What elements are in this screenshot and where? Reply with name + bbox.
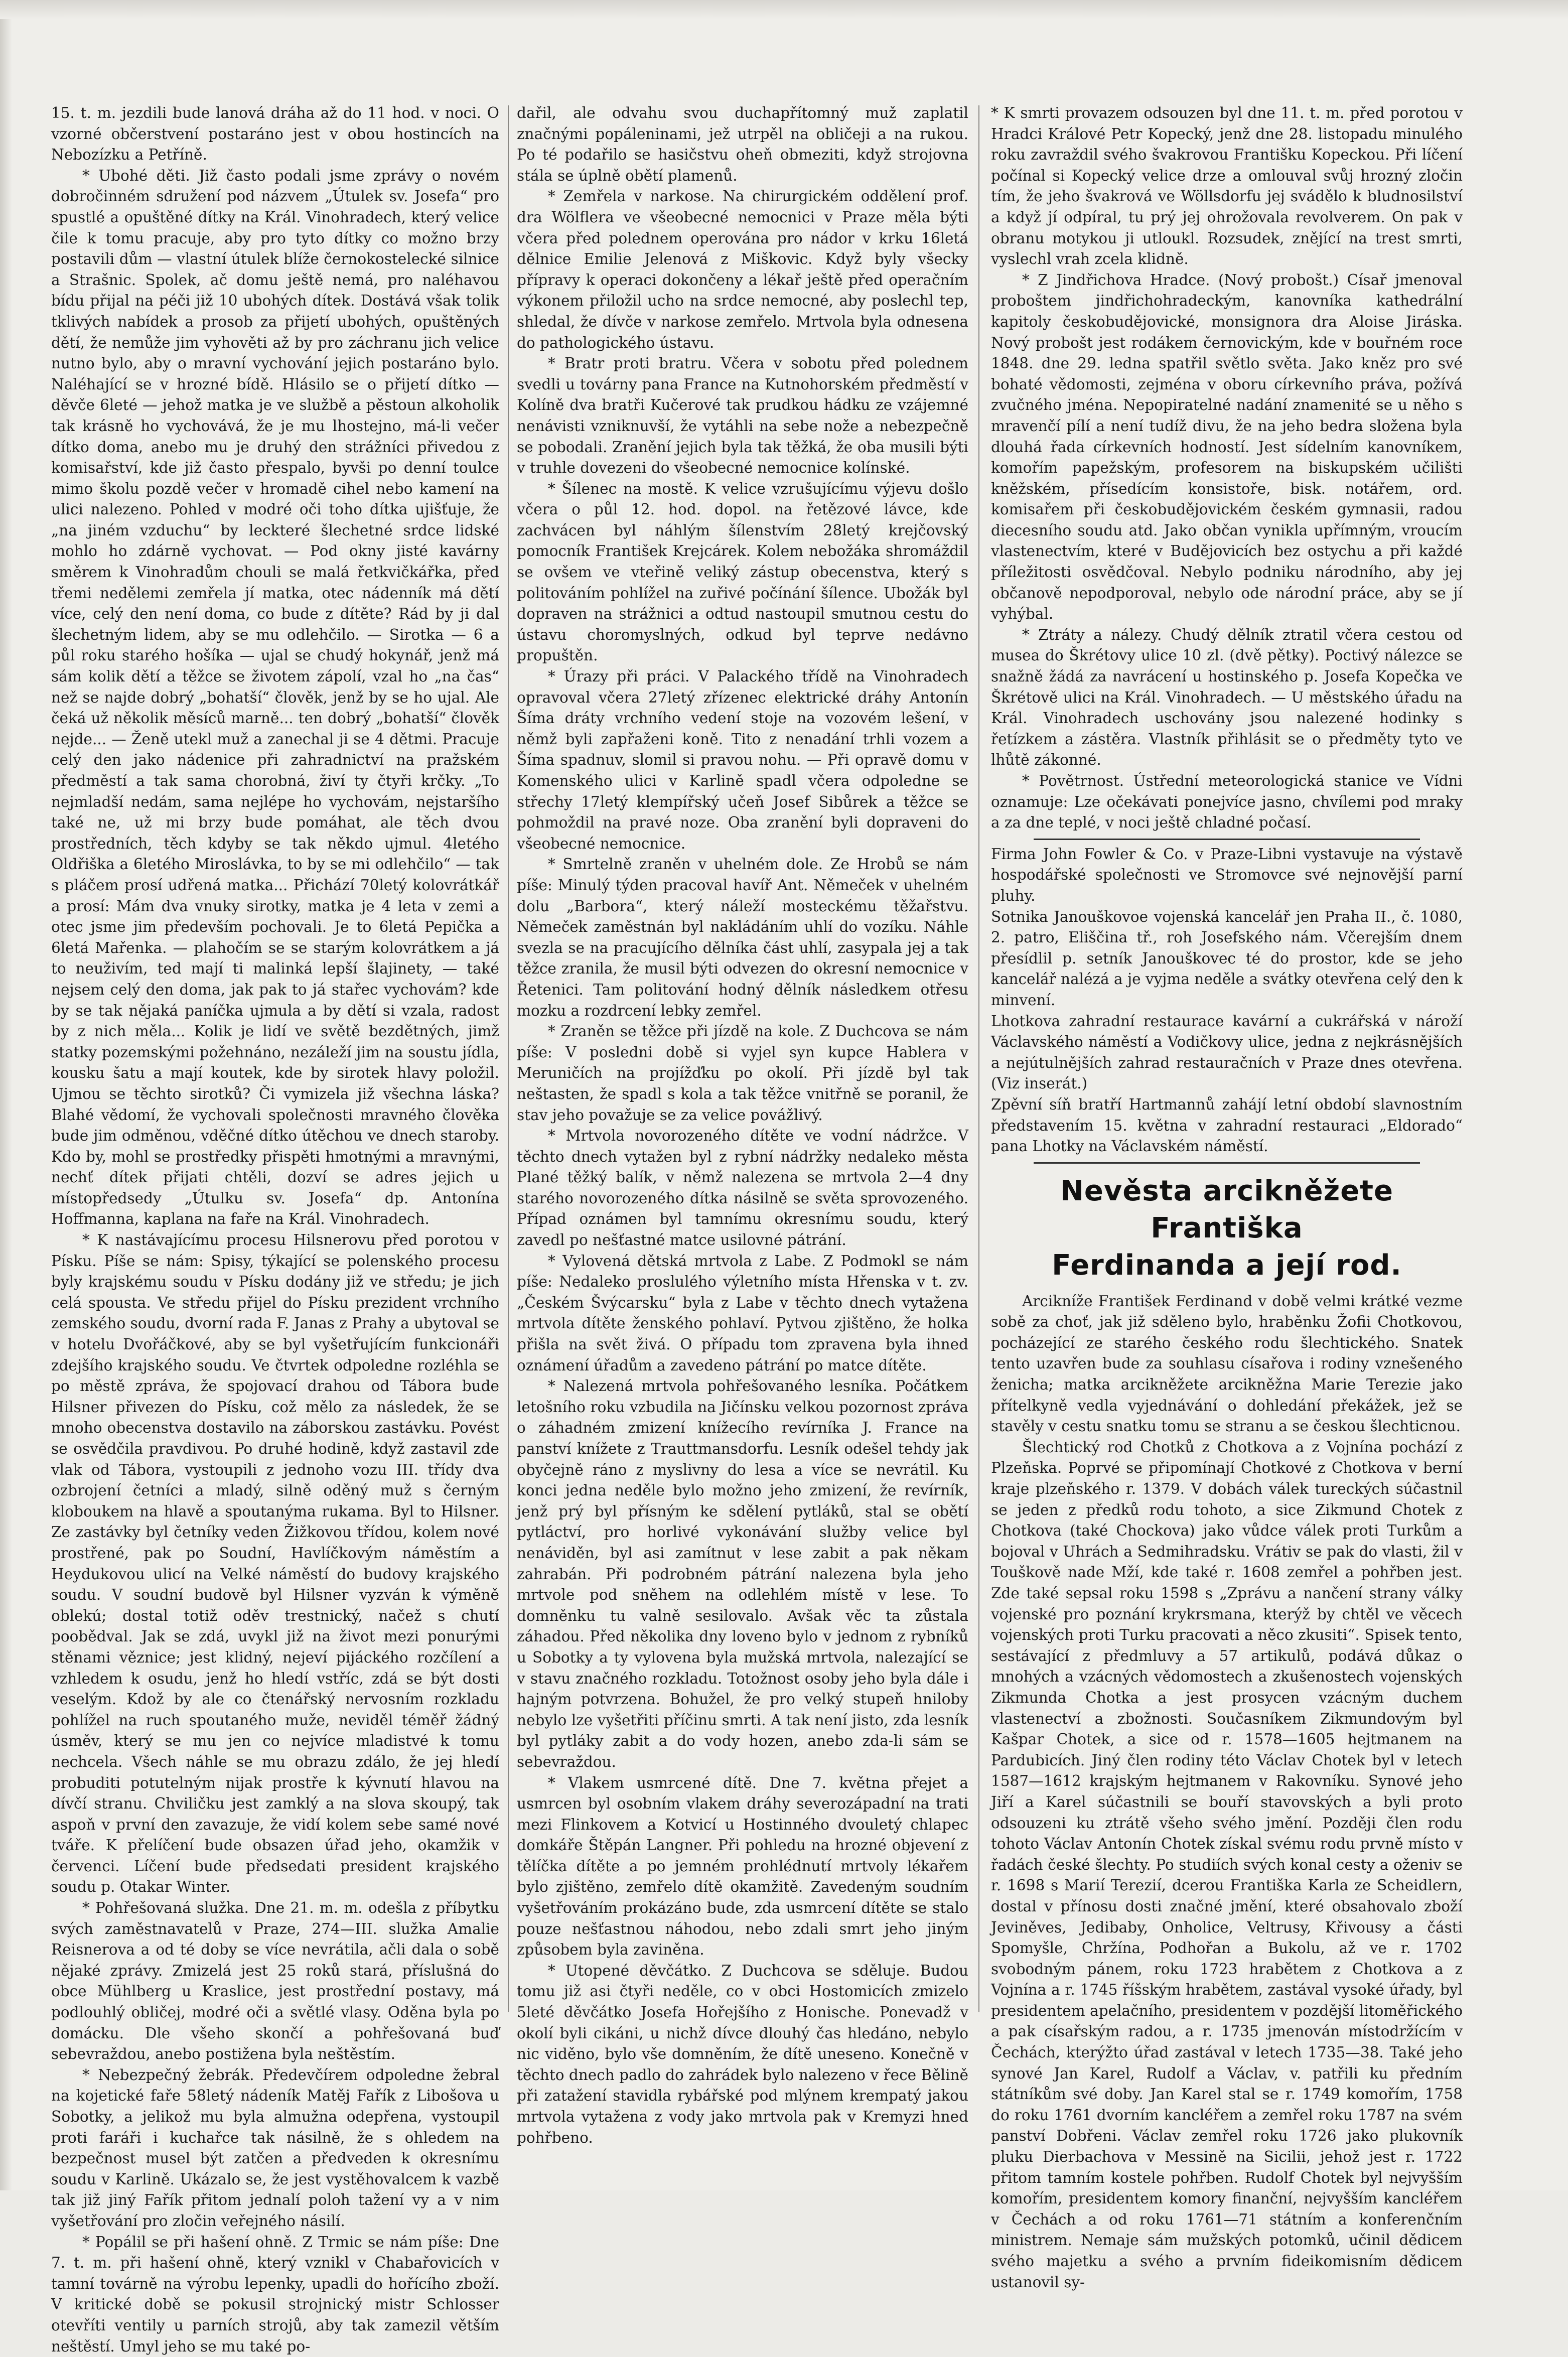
- article-k-smrti-provazem: * K smrti provazem odsouzen byl dne 11. t. m. před porotou v Hradci Králové Petr Kopecký, jenž dne 28. listopadu minulého roku zavraždil svého švakrovou Františku Kopeckou. Při líčení počínal si Kopecký velice drze a omlouval svůj hrozný zločin tím, že jeho švakrová ve Wöllsdorfu jej svádělo k bludnosilství a když jí odpíral, tu prý jej ohrožovala revolverem. On pak v obranu motykou ji utloukl. Rozsudek, znějící na trest smrti, vyslechl vrah zcela klidně.: [991, 104, 1463, 268]
- article-bratr-proti-bratru: * Bratr proti bratru. Včera v sobotu před polednem svedli u továrny pana France na Kutnohorském předměstí v Kolíně dva bratři Kučerové tak prudkou hádku ze vzájemné nenávisti vzniknuvší, že vytáhli na sebe nože a nebezpečně se pobodali. Zranění jejich byla tak těžká, že oba musili býti v truhle dovezeni do všeobecné nemocnice kolínské.: [517, 355, 968, 477]
- article-ztraty-a-nalezy: * Ztráty a nálezy. Chudý dělník ztratil včera cestou od musea do Škrétovy ulice 10 zl. (dvě pětky). Poctivý nálezce se snažně žádá za navrácení u hostinského p. Josefa Kopečka ve Škrétově ulici na Král. Vinohradech. — U městského úřadu na Král. Vinohradech uschovány jsou nalezené hodinky s řetízkem a zástěra. Vlastník přihlásit se o předměty tyto ve lhůtě zákonné.: [991, 626, 1463, 769]
- article-zranen-na-kole: * Zraněn se těžce při jízdě na kole. Z Duchcova se nám píše: V posledni době si vyjel syn kupce Hablera v Meruničích na projížďku po okolí. Při jízdě byl tak neštasten, že spadl s kola a tak těžce vnitřně se poranil, že stav jeho považuje se za velice povážlivý.: [517, 1023, 968, 1124]
- article-ubohe-deti: * Ubohé děti. Již často podali jsme zprávy o novém dobročinném sdružení pod názvem „Útulek sv. Josefa“ pro spustlé a opuštěné dítky na Král. Vinohradech, který velice čile k tomu pracuje, aby pro tyto dítky co možno brzy postavili dům — vlastní útulek blíže černokostelecké silnice a Strašnic. Spolek, ač domu ještě nemá, pro naléhavou bídu přijal na péči již 10 ubohých dítek. Dostává však tolik tklivých nabídek a prosob za přijetí ubohých, opuštěných dětí, že nemůže jim vyhověti až by pro záchranu jich velice nutno bylo, aby o mravní vychování jejich postaráno bylo. Naléhající se v hrozné bídě. Hlásilo se o přijetí dítko — děvče 6leté — jehož matka je ve službě a pěstoun alkoholik tak krásně ho vychovává, že je mu lhostejno, má-li večer dítko doma, anebo mu je druhý den strážníci přivedou z komisařství, kde již často přespalo, byvši po denní toulce mimo školu pozdě večer v hromadě cihel nebo kamení na ulici nalezeno. Pohled v modré oči toho dítka ujišťuje, že „na jiném vzduchu“ by leckteré šlechetné srdce lidské mohlo ho zdárně vychovat. — Pod okny jisté kavárny směrem k Vinohradům chouli se malá řetkvičkářka, před třemi nedělemi zemřela jí matka, otec nádenník má dětí více, celý den není doma, co bude z dítěte? Rád by ji dal šlechetným lidem, aby se mu odlehčilo. — Sirotka — 6 a půl roku starého hošíka — ujal se chudý hokynář, jenž má sám kolik dětí a těžce se životem zápolí, vzal ho „na čas“ než se najde dobrý „bohatší“ člověk, jenž by se ho ujal. Ale čeká už několik měsíců marně... ten dobrý „bohatší“ člověk nejde... — Ženě utekl muž a zanechal ji se 4 dětmi. Pracuje celý den jako nádenice při zahradnictví na pražském předměstí a tak sama chorobná, živí ty čtyři krčky. „To nejmladší nedám, sama nejlépe ho vychovám, nejstaršího také ne, už mi brzy bude pomáhat, ale těch dvou prostředních, těch kdyby se tak někdo ujmul. 4letého Oldřiška a 6letého Miroslávka, to by se mi odlehčilo“ — tak s pláčem prosí udřená matka... Přichází 70letý kolovrátkář a prosí: Mám dva vnuky sirotky, matka je 4 leta v zemi a otec jsme jim především pochovali. Je to 6letá Pepička a 6letá Mařenka. — plahočím se se starým kolovrátkem a já to neuživím, ted mají ti malinká lepší šlajinety, — také nejsem celý den doma, jak pak to já stařec vychovám? kde by se tak nějaká paníčka ujmula a by dětí si vzala, radost by z nich měla... Kolik je lidí ve světě bezdětných, jimž statky pozemskými požehnáno, nezáleží jim na soustu jídla, kousku šatu a mají koutek, kde by sirotek hlavy položil. Ujmou se těchto sirotků? Či vymizela již všechna láska? Blahé vědomí, že vychovali společnosti mravného člověka bude jim odměnou, vděčné dítko útěchou ve dnech staroby. Kdo by, mohl se prostředky přispěti hmotnými a mravnými, nechť dítek přijati chtěli, dozví se adres jejich u místopředsedy „Útulku sv. Josefa“ dp. Antonína Hoffmanna, kaplana na faře na Král. Vinohradech.: [51, 167, 499, 1228]
- article-mrtvola-novorozeneho: * Mrtvola novorozeného dítěte ve vodní nádržce. V těchto dnech vytažen byl z rybní nádržky nedaleko města Plané těžký balík, v němž nalezena se mrtvola 2—4 dny starého novorozeného dítka násilně se světa sprovozeného. Případ oznámen byl tamnímu okresnímu soudu, který zavedl po nešťastné matce usilovné pátrání.: [517, 1127, 968, 1249]
- article-silenec-na-moste: * Šílenec na mostě. K velice vzrušujícímu výjevu došlo včera o půl 12. hod. dopol. na řetězové lávce, kde zachvácen byl náhlým šílenstvím 28letý krejčovský pomocník František Krejcárek. Kolem nebožáka shromáždil se ovšem ve vteřině veliký zástup obecenstva, který s politováním pohlížel na zuřivé počínání šílence. Ubožák byl dopraven na strážnici a odtud nastoupil smutnou cestu do ústavu choromyslných, odkud byl teprve nedávno propuštěn.: [517, 480, 968, 664]
- article-popalil-se: * Popálil se při hašení ohně. Z Trmic se nám píše: Dne 7. t. m. při hašení ohně, který vznikl v Chabařovicích v tamní továrně na výrobu lepenky, upadli do hořícího zboží. V kritické době se pokusil strojnický mistr Schlosser otevříti ventily u parních strojů, aby tak zamezil větším neštěstí. Umyl jeho se mu také po-: [51, 2233, 499, 2355]
- column-right: [991, 103, 1463, 2291]
- notice-janouskovec: Sotnika Janouškovoe vojenská kancelář jen Praha II., č. 1080, 2. patro, Eliščina tř., roh Josefského nám. Včerejším dnem přesídlil p. setník Janouškovec té do prostor, kde se jeho kancelář nalézá a je vyjma neděle a svátky otevřena celý den k minvení.: [991, 908, 1463, 1009]
- article-povetrnost: * Povětrnost. Ústřední meteorologická stanice ve Vídni oznamuje: Lze očekávati ponejvíce jasno, chvílemi pod mraky a za dne teplé, v noci ještě chladné počasí.: [991, 772, 1463, 831]
- article-vylovena-mrtvola: * Vylovená dětská mrtvola z Labe. Z Podmokl se nám píše: Nedaleko proslulého výletního místa Hřenska v t. zv. „Českém Švýcarsku“ byla z Labe v těchto dnech vytažena mrtvola dítěte ženského pohlaví. Pytvou zjištěno, že holka přišla na svět živá. O případu tom zpravena byla ihned oznámení úřadům a zavedeno pátrání po matce dítěte.: [517, 1252, 968, 1374]
- article-text: 15. t. m. jezdili bude lanová dráha až do 11 hod. v noci. O vzorné občerstvení postaráno jest v obou hostincích na Nebozízku a Petříně.: [51, 104, 499, 164]
- section-rule: [1034, 839, 1420, 840]
- article-smrtelne-zranen: * Smrtelně zraněn v uhelném dole. Ze Hrobů se nám píše: Minulý týden pracoval havíř Ant. Němeček v uhelném dolu „Barbora“, který náleží mosteckému těžařstvu. Němeček zaměstnán byl nakládáním uhlí do vozíku. Náhle svezla se na pracujícího dělníka část uhlí, zasypala jej a tak těžce zranila, že musil býti odvezen do okresní nemocnice v Řetenici. Tam politování hodný dělník následkem otřesu mozku a rozdrcení lebky zemřel.: [517, 856, 968, 1019]
- scan-edge: [0, 0, 12, 2190]
- notice-fowler: Firma John Fowler & Co. v Praze-Libni vystavuje na výstavě hospodářské společnosti ve Stromovce své nejnovější parní pluhy.: [991, 845, 1463, 904]
- headline-line: Ferdinanda a její rod.: [1052, 1249, 1402, 1282]
- article-nalezena-mrtvola-lesnika: * Nalezená mrtvola pohřešovaného lesníka. Počátkem letošního roku vzbudila na Jičínsku velkou pozornost zpráva o záhadném zmizení knížecího revírníka J. France na panství knížete z Trauttmansdorfu. Lesník odešel tehdy jak obyčejně ráno z myslivny do lesa a více se nevrátil. Ku konci jedna neděle bylo možno jeho zmizení, že revírník, jenž prý byl přísným ke sdělení pytláků, stal se obětí pytláctví, pro horlivé vykonávání služby velice byl nenáviděn, byl asi zamítnut v lese zabit a pak někam zahrabán. Při podrobném pátrání nalezena byla jeho mrtvole pod sněhem na odlehlém místě v lese. To domněnku tu valně sesilovalo. Avšak věc ta zůstala záhadou. Před několika dny loveno bylo v jednom z rybníků u Sobotky a ty vylovena byla mužská mrtvola, nalezající se v stavu značného rozkladu. Totožnost osoby jeho byla dále i hajným potvrzena. Bohužel, že pro velký stupeň hniloby nebylo lze vyšetřiti příčinu smrti. A tak není jisto, zda lesník byl pytláky zabit a do vody hozen, anebo zda-li sám se sebevraždou.: [517, 1377, 968, 1770]
- article-vlakem-usmrcene-dite: * Vlakem usmrcené dítě. Dne 7. května přejet a usmrcen byl osobním vlakem dráhy severozápadní na trati mezi Flinkovem a Kotvicí u Hostinného dvouletý chlapec domkáře Štěpán Langner. Při pohledu na hrozné objevení z tělíčka dítěte a po jemném prohlédnutí mrtvoly lékařem bylo zjištěno, zemřelo dítě okamžitě. Zavedeným soudním vyšetřováním prokázáno bude, zda usmrcení dítěte se stalo pouze nešťastnou náhodou, nebo zdali smrt jeho jiným způsobem byla zaviněna.: [517, 1774, 968, 1959]
- column-separator: [508, 105, 509, 2012]
- article-urazy-pri-praci: * Úrazy při práci. V Palackého třídě na Vinohradech opravoval včera 27letý zřízenec elektrické dráhy Antonín Šíma dráty vrchního vedení stoje na vozovém lešení, v němž byli zapřaženi koně. Tito z nenadání trhli vozem a Šíma spadnuv, slomil si pravou nohu. — Při opravě domu v Komenského ulici v Karlině spadl včera odpoledne se střechy 17letý klempířský učeň Josef Sibůrek a těžce se pohmoždil na pravé noze. Oba zranění byli dopraveni do všeobecné nemocnice.: [517, 668, 968, 852]
- notice-lhotkova-restaurace: Lhotkova zahradní restaurace kavární a cukrářská v nároží Václavského náměstí a Vodičkovy ulice, jedna z nejkrásnějších a nejútulnějších zahrad restauračních v Praze dnes otevřena. (Viz inserát.): [991, 1012, 1463, 1092]
- article-hilsner: * K nastávajícímu procesu Hilsnerovu před porotou v Písku. Píše se nám: Spisy, týkající se polenského procesu byly krajskému soudu v Písku dodány již ve středu; je jich celá spousta. Ve středu přijel do Písku prezident vrchního zemského soudu, dvorní rada F. Janas z Prahy a ubytoval se v hotelu Dvořáčkové, aby se byl vyšetřujícím funkcionáři zdejšího krajského soudu. Ve čtvrtek odpoledne rozléhla se po městě zpráva, že spojovací drahou od Tábora bude Hilsner přivezen do Písku, což mělo za následek, že se mnoho obecenstva dostavilo na záborskou zastávku. Povést se osvědčila pravdivou. Po druhé hodině, když zastavil zde vlak od Tábora, vystoupili z jednoho vozu III. třídy dva ozbrojení četníci a mladý, silně oděný muž s černým kloboukem na hlavě a spoutanýma rukama. Byl to Hilsner. Ze zastávky byl četníky veden Žižkovou třídou, kolem nové prostřené, pak po Soudní, Havlíčkovým náměstím a Heydukovou ulicí na Velké náměstí do budovy krajského soudu. V soudní budově byl Hilsner vyzván k výměně oblekú; dostal totiž oděv trestnický, načež s chutí poobědval. Jak se zdá, uvykl již na život mezi ponurými stěnami věznice; jest klidný, nejeví pijáckého rozčílení a vzhledem k osudu, jenž ho hledí vstříc, zdá se být dosti veselým. Kdož by ale co čtenářský nervosním rozkladu pohlížel na ruch spoutaného muže, neviděl téměř žádný úsměv, který se mu jen co nejvíce mladistvé k tomu nechcela. Všech náhle se mu obrazu zdálo, že jej hledí probuditi potutelným nijak prostře k kývnutí hlavou na dívčí stranu. Chviličku jest zamklý a na slova skoupý, tak aspoň v první den zavazuje, že vidí kolem sebe samé nové tváře. K přelíčení bude obsazen úřad jeho, okamžik v červenci. Líčení bude předsedati president krajského soudu p. Otakar Winter.: [51, 1231, 499, 1896]
- article-jindrichuv-hradec: * Z Jindřichova Hradce. (Nový probošt.) Císař jmenoval proboštem jindřichohradeckým, kanovníka kathedrální kapitoly českobudějovické, monsignora dra Aloise Jiráska. Nový probošt jest rodákem černovickým, kde v bouřném roce 1848. dne 29. ledna spatřil světlo světa. Jako kněz pro své bohaté vědomosti, zejména v oboru církevního práva, požívá zvučného jména. Nepopiratelné nadání znamenité se u něho s mravenčí pílí a není tudíž divu, že na jeho bedra složena byla dlouhá řada církevních hodností. Jest sídelním kanovníkem, komořím papežským, profesorem na biskupském učilišti kněžském, přísedícím konsistoře, bisk. notářem, ord. komisařem při českobudějovickém českém gymnasii, radou diecesního soudu atd. Jako občan vynikla upřímným, vroucím vlastenectvím, které v Budějovicích bez ostychu a při každé příležitosti osvědčoval. Nebylo podniku národního, aby jej občanově nepodporoval, nebylo ode národní práce, aby se jí vyhýbal.: [991, 271, 1463, 623]
- column-left: [51, 103, 499, 2355]
- article-pohresovana-sluzka: * Pohřešovaná služka. Dne 21. m. m. odešla z příbytku svých zaměstnavatelů v Praze, 274—III. služka Amalie Reisnerova a od té doby se více nevrátila, ačli dala o sobě nějaké zprávy. Zmizelá jest 25 roků stará, příslušná do obce Mühlberg u Kraslice, jest prostřední postavy, má podlouhlý obličej, modré oči a světlé vlasy. Oděna byla po domácku. Dle všeho skončí a pohřešovaná buď sebevraždou, anebo postižena byla neštěstím.: [51, 1899, 499, 2063]
- article-arcikneze-intro: Arcikníže František Ferdinand v době velmi krátké vezme sobě za choť, jak již sděleno bylo, hraběnku Žofii Chotkovou, pocházející ze starého českého rodu šlechtického. Snatek tento uzavřen bude za souhlasu císařova i rodiny vznešeného ženicha; matka arcikněžete arcikněžna Marie Terezie jako přítelkyně vedla vyjednávání o dohledání překážek, jež se stavěly v cestu snatku tomu se stranu a se českou šlechticnou.: [991, 1292, 1463, 1435]
- article-zemrela-v-narkose: * Zemřela v narkose. Na chirurgickém oddělení prof. dra Wölflera ve všeobecné nemocnici v Praze měla býti včera před polednem operována pro nádor v krku 16letá dělnice Emilie Jelenová z Miškovic. Když byly všecky přípravy k operaci dokončeny a lékař ještě před operačním výkonem přiložil ucho na srdce nemocné, aby poslechl tep, shledal, že dívče v narkose zemřelo. Mrtvola byla odnesena do pathologického ústavu.: [517, 188, 968, 351]
- article-nebezpecny-zebrak: * Nebezpečný žebrák. Předevčírem odpoledne žebral na kojetické faře 58letý nádeník Matěj Fařík z Libošova u Sobotky, a jelikož mu byla almužna odepřena, vystoupil proti faráři i kuchařce tak násilně, že s ohledem na bezpečnost musel být zatčen a předveden k okresnímu soudu v Karlině. Ukázalo se, že jest vystěhovalcem k vazbě tak již jiný Fařík přitom jednalí poloh tažení vy a v nim vyšetřování pro zločin veřejného násilí.: [51, 2066, 499, 2230]
- article-utopene-devcatko: * Utopené děvčátko. Z Duchcova se sděluje. Budou tomu již asi čtyři neděle, co v obci Hostomicích zmizelo 5leté děvčátko Josefa Hořejšího z Honische. Ponevadž v okolí byli cikáni, u nichž dívce dlouhý čas hledáno, nebylo nic viděno, bylo vše domněním, že dítě uneseno. Konečně v těchto dnech padlo do zahrádek bylo nalezeno v řece Bělině při zatažení stavidla rybářské pod mlýnem krempatý jakou mrtvola vytažena z vody jako mrtvola pak v Kremyzi hned pohřbeno.: [517, 1962, 968, 2146]
- page-crease: [0, 0, 1568, 19]
- column-middle: [517, 103, 968, 2146]
- section-rule: [1034, 1162, 1420, 1164]
- headline-line: Nevěsta arcikněžete Františka: [1060, 1174, 1393, 1244]
- article-headline: [991, 1173, 1463, 1284]
- notice-hartmann: Zpěvní síň bratří Hartmannů zahájí letní období slavnostním představením 15. května v zahradní restauraci „Eldorado“ pana Lhotky na Václavském náměstí.: [991, 1095, 1463, 1155]
- column-separator: [978, 105, 979, 2012]
- article-text: dařil, ale odvahu svou duchapřítomný muž zaplatil značnými popáleninami, jež utrpěl na obličeji a na rukou. Po té podařilo se hasičstvu oheň obmeziti, když strojovna stála se úplně obětí plamenů.: [517, 104, 968, 184]
- article-rod-chotku: Šlechtický rod Chotků z Chotkova a z Vojnína pochází z Plzeňska. Poprvé se připomínají Chotkové z Chotkova v berní kraje plzeňského r. 1379. V dobách válek tureckých súčastnil se jeden z předků rodu tohoto, a sice Zikmund Chotek z Chotkova (také Chockova) jako vůdce válek proti Turkům a bojoval v Uhrách a Sedmihradsku. Vrátiv se pak do vlasti, žil v Touškově nade Mží, kde také r. 1608 zemřel a pohřben jest. Zde také sepsal roku 1598 s „Zprávu a nančení strany války vojenské pro poznání krykrsmana, kterýž by chtěl ve věcech vojenských proti Turku pracovati a něco zkusiti“. Spisek tento, sestávající z předmluvy a 57 artikulů, podává důkaz o mnohých a vzácných vědomostech a zkušenostech vojenských Zikmunda Chotka a jest prosycen vzácným duchem vlastenectví a zbožnosti. Současníkem Zikmundovým byl Kašpar Chotek, a sice od r. 1578—1605 hejtmanem na Pardubicích. Jiný člen rodiny této Václav Chotek byl v letech 1587—1612 krajským hejtmanem v Rakovníku. Synové jeho Jiří a Karel súčastnili se bouří stavovských a byli proto odsouzeni ku ztrátě všeho svého jmění. Později člen rodu tohoto Václav Antonín Chotek získal svému rodu prvně místo v řadách české šlechty. Po studiích svých konal cesty a oženiv se r. 1698 s Marií Terezií, dcerou Františka Karla ze Scheidlern, dostal v přínosu dosti značné jmění, které obsahovalo zboží Jeviněves, Jedibaby, Onholice, Veltrusy, Křivousy a části Spomyšle, Chržína, Podhořan a Bukolu, až ve r. 1702 svobodným pánem, roku 1723 hrabětem z Chotkova a z Vojnína a r. 1745 říšským hrabětem, zastával vysoké úřady, byl presidentem apelačního, presidentem v pozdější litoměřického a pak císařským radou, a r. 1735 jmenován místodržícím v Čechách, kterýžto úřad zastával v letech 1735—38. Také jeho synové Jan Karel, Rudolf a Václav, v. patřili ku předním státníkům své doby. Jan Karel stal se r. 1749 komořím, 1758 do roku 1761 dvorním kancléřem a zemřel roku 1787 na svém panství Dobřeni. Václav zemřel roku 1726 jako plukovník pluku Dierbachova v Messině na Sicilii, jehož jest r. 1722 přitom tamním kostele pohřben. Rudolf Chotek byl nejvyšším komořím, presidentem komory finanční, nejvyšším kancléřem v Čechách a od roku 1761—71 státním a konferenčním ministrem. Nemaje sám mužských potomků, učinil dědicem svého majetku a svého a prvním fideikomisním dědicem ustanovil sy-: [991, 1438, 1463, 2291]
